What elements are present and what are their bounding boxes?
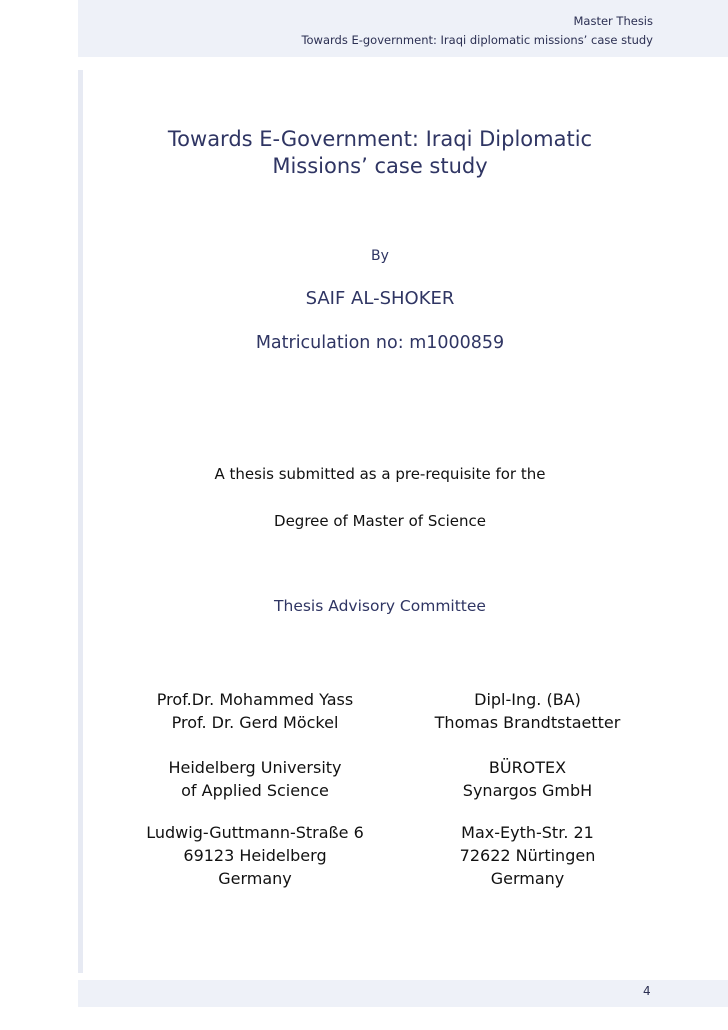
left-advisor-name-2: Prof. Dr. Gerd Möckel: [171, 713, 339, 732]
right-advisor-name: Thomas Brandtstaetter: [434, 713, 621, 732]
page-number: 4: [643, 984, 651, 998]
left-advisor-name-1: Prof.Dr. Mohammed Yass: [156, 690, 354, 709]
left-advisor-institution: [140, 756, 370, 802]
right-advisor-names: [420, 688, 635, 734]
left-institution-line-1: Heidelberg University: [168, 758, 342, 777]
right-address-street: Max-Eyth-Str. 21: [461, 823, 594, 842]
left-advisor-address: [140, 821, 370, 890]
submission-statement: A thesis submitted as a pre-requisite for the: [214, 465, 546, 483]
by-label: By: [371, 248, 389, 264]
committee-heading: Thesis Advisory Committee: [274, 597, 486, 615]
left-advisor-names: [140, 688, 370, 734]
right-institution-line-1: BÜROTEX: [488, 758, 567, 777]
right-advisor-degree: Dipl-Ing. (BA): [474, 690, 581, 709]
right-address-city: 72622 Nürtingen: [459, 846, 596, 865]
thesis-title-line-1: Towards E-Government: Iraqi Diplomatic: [167, 127, 593, 151]
thesis-title-line-2: Missions’ case study: [272, 154, 488, 178]
right-institution-line-2: Synargos GmbH: [462, 781, 593, 800]
left-address-street: Ludwig-Guttmann-Straße 6: [146, 823, 364, 842]
running-footer: [78, 980, 728, 1007]
author-name: SAIF AL-SHOKER: [305, 288, 455, 309]
running-header: [78, 0, 728, 57]
left-address-country: Germany: [218, 869, 292, 888]
right-advisor-address: [420, 821, 635, 890]
header-thesis-title: Towards E-government: Iraqi diplomatic missions’ case study: [301, 33, 653, 47]
right-advisor-institution: [420, 756, 635, 802]
left-address-city: 69123 Heidelberg: [183, 846, 327, 865]
thesis-title: [0, 126, 728, 180]
matriculation-number: Matriculation no: m1000859: [255, 333, 505, 353]
left-institution-line-2: of Applied Science: [181, 781, 329, 800]
degree-name: Degree of Master of Science: [274, 512, 486, 530]
header-thesis-type: Master Thesis: [573, 14, 653, 28]
right-address-country: Germany: [490, 869, 565, 888]
